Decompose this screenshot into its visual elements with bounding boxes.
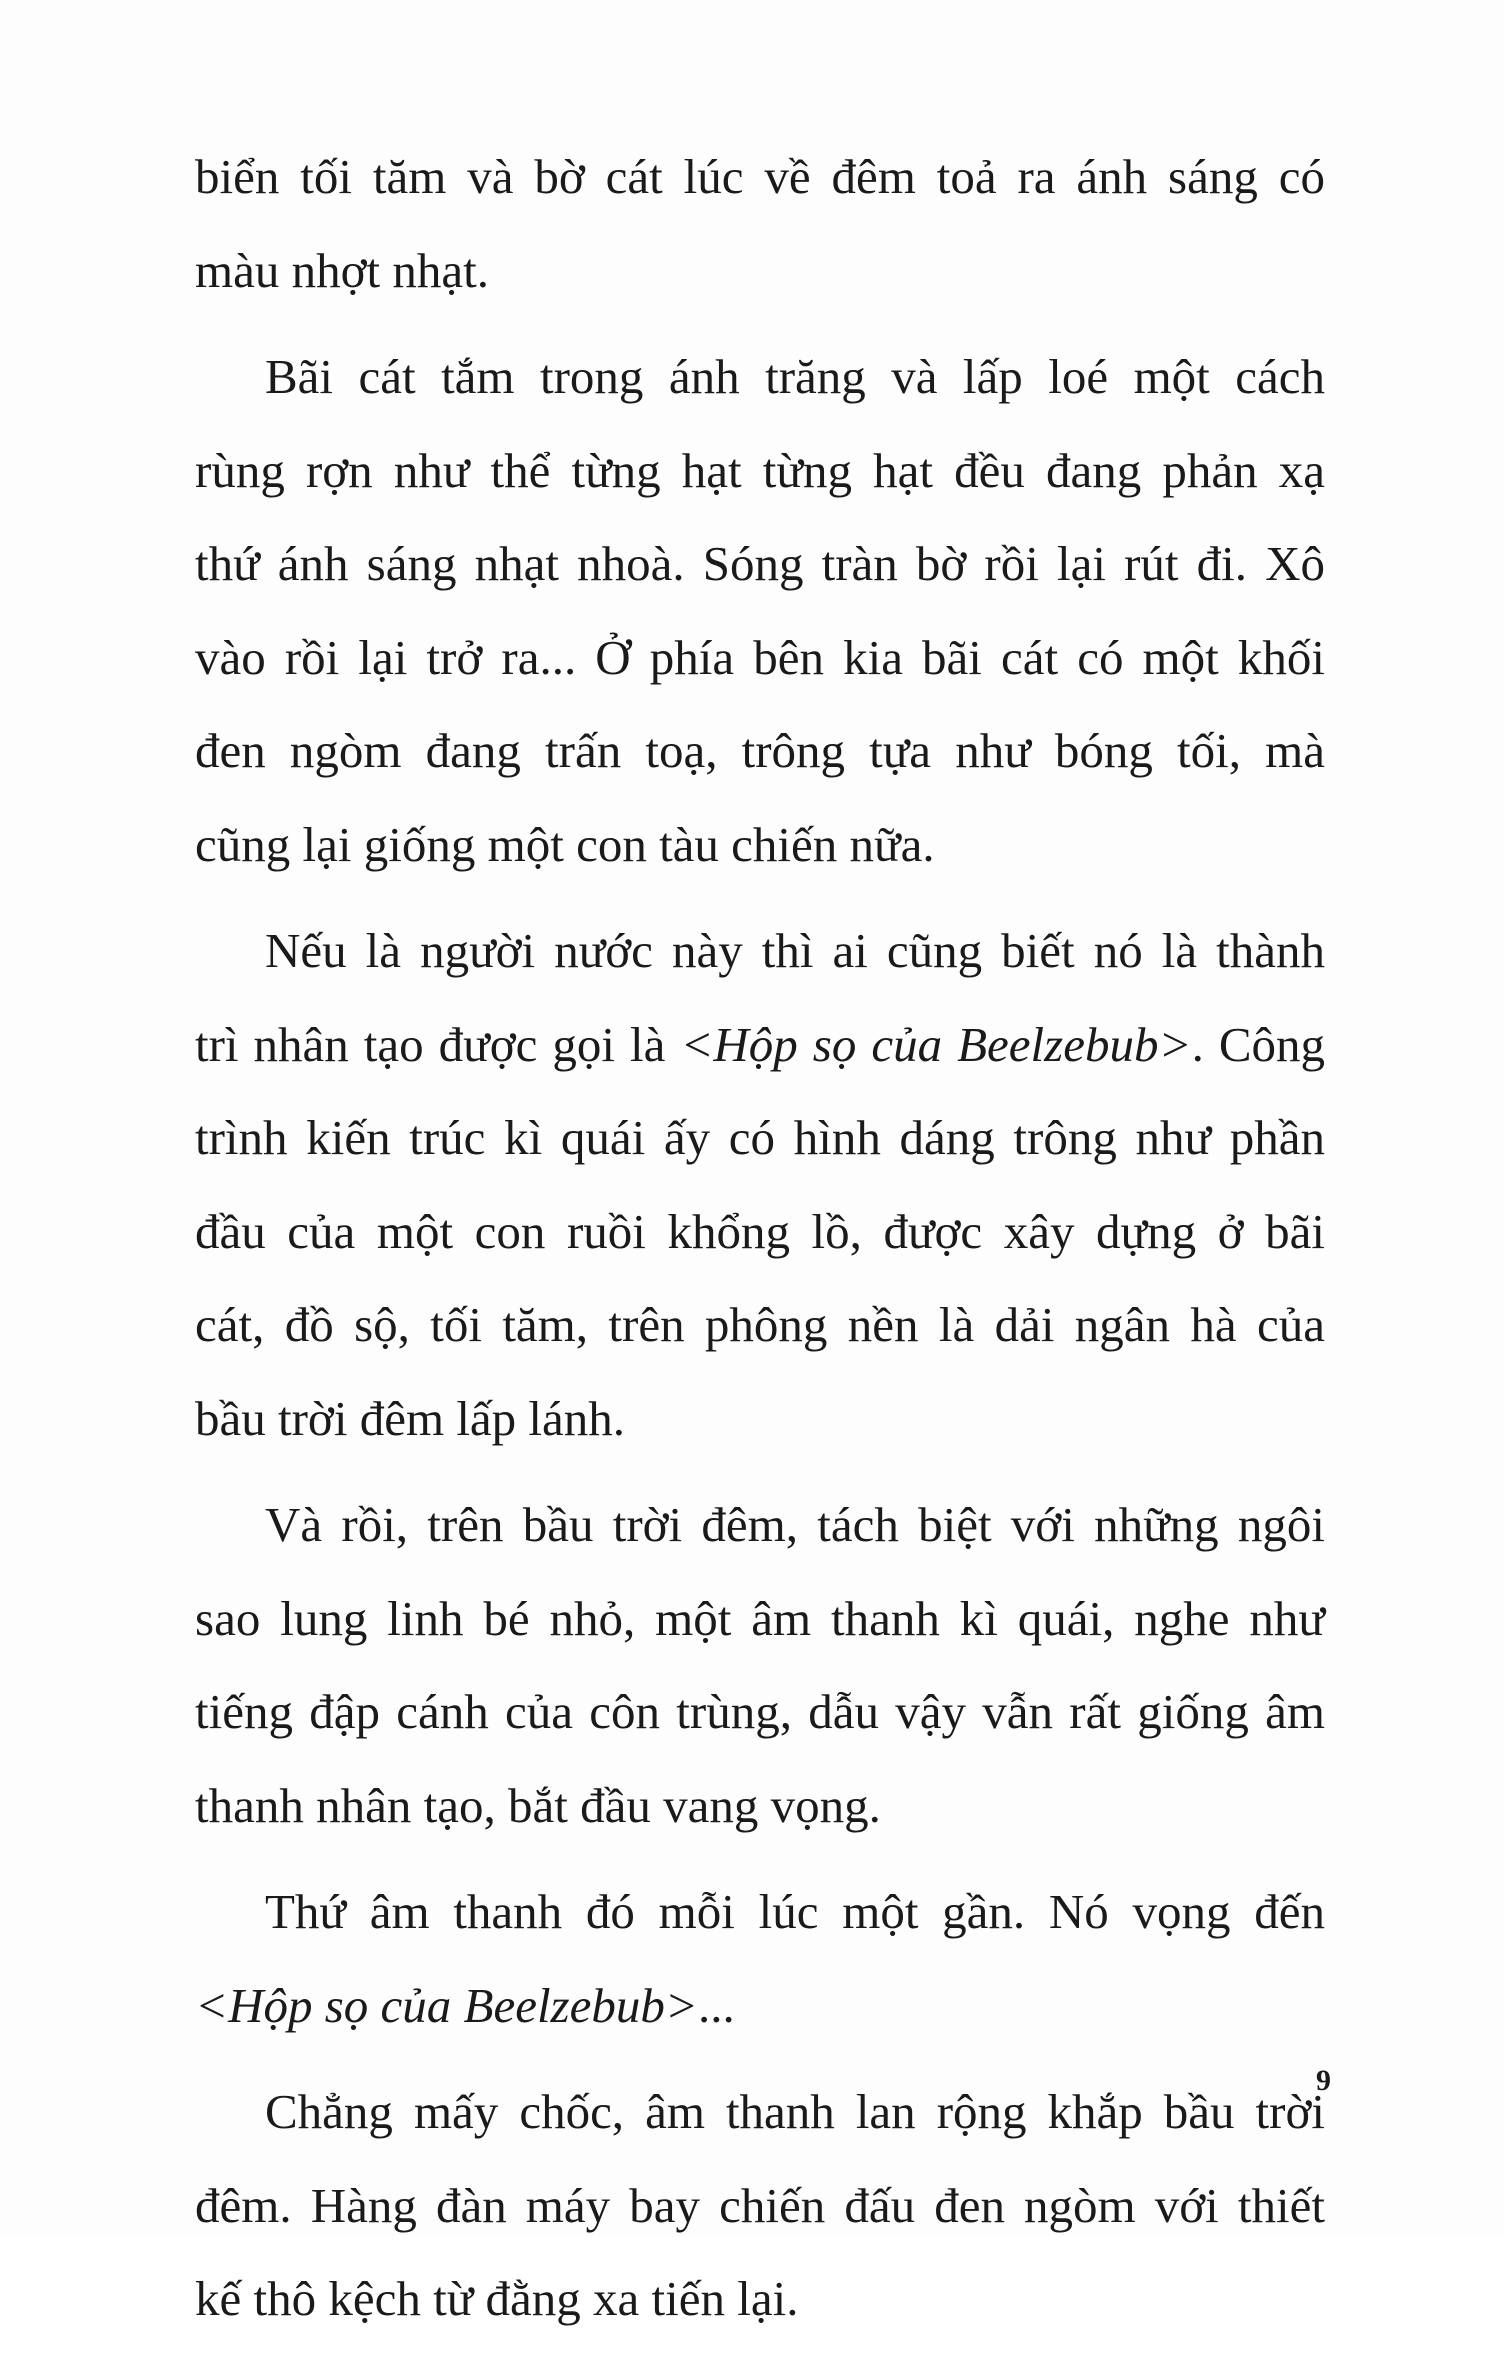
paragraph-3	[195, 904, 1325, 1465]
body-text	[195, 130, 1325, 2359]
text-line: bầu trời đêm lấp lánh.	[195, 1390, 626, 1446]
text-segment: ...	[697, 1977, 735, 2033]
text-line: đầu của một con ruồi khổng lồ, được xây dựng ở bãi	[195, 1203, 1325, 1259]
text-segment: . Công	[1191, 1016, 1325, 1072]
text-line	[195, 998, 1325, 1092]
text-line: biển tối tăm và bờ cát lúc về đêm toả ra ánh sáng có	[195, 149, 1325, 204]
text-line: trình kiến trúc kì quái ấy có hình dáng trông như phần	[195, 1110, 1325, 1165]
text-line: cũng lại giống một con tàu chiến nữa.	[195, 816, 935, 872]
text-line: vào rồi lại trở ra... Ở phía bên kia bãi cát có một khối	[195, 629, 1325, 685]
text-line: sao lung linh bé nhỏ, một âm thanh kì quái, nghe như	[195, 1590, 1325, 1646]
book-title-italic: <Hộp sọ của Beelzebub>	[680, 1016, 1192, 1072]
text-line: Bãi cát tắm trong ánh trăng và lấp loé một cách	[265, 349, 1325, 404]
text-line: rùng rợn như thể từng hạt từng hạt đều đang phản xạ	[195, 442, 1325, 498]
text-line: Và rồi, trên bầu trời đêm, tách biệt với những ngôi	[265, 1497, 1325, 1552]
text-line: kế thô kệch từ đằng xa tiến lại.	[195, 2271, 799, 2326]
text-line: thứ ánh sáng nhạt nhoà. Sóng tràn bờ rồi lại rút đi. Xô	[195, 536, 1325, 591]
text-line: đêm. Hàng đàn máy bay chiến đấu đen ngòm với thiết	[195, 2177, 1325, 2233]
text-line: cát, đồ sộ, tối tăm, trên phông nền là dải ngân hà của	[195, 1297, 1325, 1352]
paragraph-1	[195, 130, 1325, 317]
text-line: tiếng đập cánh của côn trùng, dẫu vậy vẫn rất giống âm	[195, 1684, 1325, 1739]
text-line	[195, 1959, 1325, 2053]
text-line: đen ngòm đang trấn toạ, trông tựa như bóng tối, mà	[195, 723, 1325, 778]
text-line: Chẳng mấy chốc, âm thanh lan rộng khắp bầu trời	[265, 2084, 1325, 2139]
paragraph-6	[195, 2065, 1325, 2346]
text-line: Nếu là người nước này thì ai cũng biết nó là thành	[265, 923, 1325, 978]
text-segment: trì nhân tạo được gọi là	[195, 1016, 681, 1072]
text-line: thanh nhân tạo, bắt đầu vang vọng.	[195, 1777, 881, 1833]
paragraph-4	[195, 1478, 1325, 1852]
paragraph-5	[195, 1865, 1325, 2052]
book-title-italic: <Hộp sọ của Beelzebub>	[195, 1977, 698, 2033]
paragraph-2	[195, 330, 1325, 891]
text-line: Thứ âm thanh đó mỗi lúc một gần. Nó vọng đến	[265, 1884, 1325, 1939]
page-number: 9	[1316, 2064, 1331, 2097]
text-line: màu nhợt nhạt.	[195, 242, 489, 298]
